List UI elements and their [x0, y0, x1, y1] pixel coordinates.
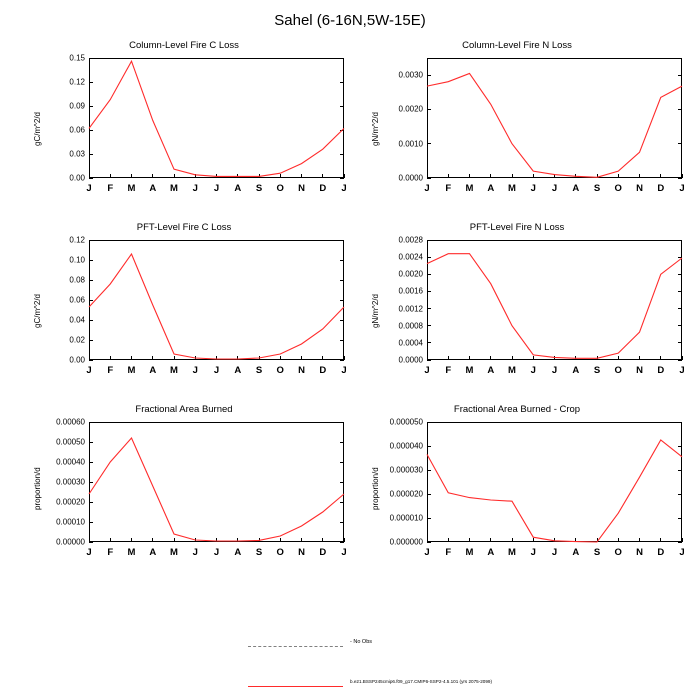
chart-title: Column-Level Fire C Loss: [129, 40, 239, 51]
y-axis-label: proportion/d: [33, 467, 42, 510]
chart-title: Fractional Area Burned: [135, 404, 233, 415]
x-axis-tick-label: J: [679, 365, 685, 376]
x-axis-tick-label: A: [487, 365, 495, 376]
x-axis-tick-label: J: [551, 547, 558, 558]
x-axis-tick-label: J: [341, 547, 347, 558]
y-axis-tick-label: 0.00000: [56, 537, 85, 547]
chart-panel-pft-level-fire-n-loss: [352, 222, 685, 392]
legend: [0, 638, 700, 696]
x-axis-tick-label: N: [298, 547, 305, 558]
x-axis-tick-label: F: [107, 183, 114, 194]
chart-title: Fractional Area Burned - Crop: [453, 404, 581, 415]
y-axis-label: gN/m^2/d: [371, 294, 380, 328]
y-axis-tick-label: 0.000030: [389, 465, 423, 475]
y-axis-tick-label: 0.000040: [389, 441, 423, 451]
y-axis-tick-label: 0.03: [69, 149, 85, 159]
x-axis-tick-label: F: [445, 183, 452, 194]
y-axis-tick-label: 0.06: [69, 125, 85, 135]
y-axis-tick-label: 0.00060: [56, 417, 85, 427]
y-axis-tick-label: 0.000010: [389, 513, 423, 523]
x-axis-tick-label: D: [657, 183, 665, 194]
x-axis-tick-label: J: [424, 183, 430, 194]
x-axis-tick-label: S: [255, 183, 263, 194]
x-axis-tick-label: M: [127, 365, 136, 376]
x-axis-tick-label: O: [276, 547, 284, 558]
x-axis-tick-label: N: [298, 183, 305, 194]
x-axis-tick-label: J: [551, 183, 558, 194]
y-axis-tick-label: 0.0012: [398, 304, 423, 314]
y-axis-tick-label: 0.0010: [398, 139, 423, 149]
x-axis-tick-label: J: [341, 183, 347, 194]
y-axis-tick-label: 0.08: [69, 275, 85, 285]
y-axis-tick-label: 0.15: [69, 53, 85, 63]
x-axis-tick-label: J: [424, 547, 430, 558]
x-axis-tick-label: D: [657, 365, 665, 376]
x-axis-tick-label: M: [170, 365, 178, 376]
x-axis-tick-label: D: [319, 547, 327, 558]
legend-entry-model: [0, 678, 700, 696]
x-axis-tick-label: J: [530, 183, 536, 194]
y-axis-tick-label: 0.0020: [398, 104, 423, 114]
x-axis-tick-label: A: [234, 365, 242, 376]
series-layer: [352, 40, 685, 210]
y-axis-label: gN/m^2/d: [371, 112, 380, 146]
x-axis-tick-label: J: [530, 547, 536, 558]
x-axis-tick-label: A: [149, 183, 157, 194]
y-axis-tick-label: 0.0024: [398, 252, 423, 262]
x-axis-tick-label: F: [445, 365, 452, 376]
x-axis-tick-label: J: [530, 365, 536, 376]
y-axis-tick-label: 0.0000: [398, 173, 423, 183]
chart-title: PFT-Level Fire N Loss: [469, 222, 565, 233]
x-axis-tick-label: A: [487, 547, 495, 558]
series-layer: [352, 404, 685, 574]
x-axis-tick-label: A: [234, 547, 242, 558]
x-axis-tick-label: O: [276, 183, 284, 194]
x-axis-tick-label: J: [192, 547, 198, 558]
chart-title: Column-Level Fire N Loss: [462, 40, 572, 51]
x-axis-tick-label: O: [614, 547, 622, 558]
chart-panel-column-level-fire-c-loss: [24, 40, 347, 210]
series-line: [89, 61, 344, 176]
series-layer: [24, 404, 347, 574]
y-axis-tick-label: 0.12: [69, 235, 85, 245]
x-axis-tick-label: J: [213, 547, 220, 558]
x-axis-tick-label: N: [636, 365, 643, 376]
x-axis-tick-label: A: [149, 547, 157, 558]
x-axis-tick-label: S: [255, 547, 263, 558]
chart-panel-fractional-area-burned: [24, 404, 347, 574]
x-axis-tick-label: J: [424, 365, 430, 376]
x-axis-tick-label: J: [341, 365, 347, 376]
y-axis-tick-label: 0.09: [69, 101, 85, 111]
y-axis-tick-label: 0.0028: [398, 235, 423, 245]
y-axis-label: proportion/d: [371, 467, 380, 510]
x-axis-tick-label: M: [127, 547, 136, 558]
x-axis-tick-label: D: [319, 365, 327, 376]
series-line: [89, 438, 344, 541]
x-axis-tick-label: S: [255, 365, 263, 376]
x-axis-tick-label: A: [572, 365, 580, 376]
x-axis-tick-label: O: [614, 183, 622, 194]
x-axis-tick-label: S: [593, 547, 601, 558]
legend-label: b.e21.BSSP245cmip6.f09_g17.CMIP6-SSP2-4.5.101 (yrs 2075-2099): [350, 679, 492, 684]
x-axis-tick-label: F: [107, 547, 114, 558]
y-axis-tick-label: 0.000020: [389, 489, 423, 499]
x-axis-tick-label: O: [614, 365, 622, 376]
series-layer: [24, 222, 347, 392]
x-axis-tick-label: J: [86, 547, 92, 558]
y-axis-tick-label: 0.00040: [56, 457, 85, 467]
legend-swatch-solid: [248, 686, 343, 687]
x-axis-tick-label: M: [508, 547, 516, 558]
x-axis-tick-label: M: [170, 183, 178, 194]
legend-label: - No Obs: [350, 639, 373, 645]
x-axis-tick-label: M: [508, 183, 516, 194]
x-axis-tick-label: M: [465, 183, 474, 194]
x-axis-tick-label: D: [657, 547, 665, 558]
y-axis-tick-label: 0.02: [69, 335, 85, 345]
x-axis-tick-label: M: [170, 547, 178, 558]
chart-title: PFT-Level Fire C Loss: [136, 222, 232, 233]
x-axis-tick-label: O: [276, 365, 284, 376]
x-axis-tick-label: M: [465, 365, 474, 376]
series-layer: [24, 40, 347, 210]
series-line: [427, 254, 682, 359]
x-axis-tick-label: J: [86, 183, 92, 194]
y-axis-tick-label: 0.06: [69, 295, 85, 305]
x-axis-tick-label: J: [192, 365, 198, 376]
y-axis-tick-label: 0.000050: [389, 417, 423, 427]
x-axis-tick-label: J: [213, 365, 220, 376]
x-axis-tick-label: A: [572, 183, 580, 194]
y-axis-tick-label: 0.12: [69, 77, 85, 87]
x-axis-tick-label: M: [465, 547, 474, 558]
y-axis-tick-label: 0.00010: [56, 517, 85, 527]
x-axis-tick-label: F: [107, 365, 114, 376]
y-axis-tick-label: 0.0000: [398, 355, 423, 365]
x-axis-tick-label: S: [593, 183, 601, 194]
legend-swatch-dashed: [248, 646, 343, 647]
y-axis-tick-label: 0.00: [69, 173, 85, 183]
y-axis-tick-label: 0.00: [69, 355, 85, 365]
series-line: [427, 73, 682, 177]
x-axis-tick-label: N: [636, 547, 643, 558]
y-axis-tick-label: 0.0008: [398, 321, 423, 331]
x-axis-tick-label: J: [213, 183, 220, 194]
y-axis-tick-label: 0.0030: [398, 70, 423, 80]
x-axis-tick-label: F: [445, 547, 452, 558]
x-axis-tick-label: J: [86, 365, 92, 376]
x-axis-tick-label: A: [149, 365, 157, 376]
y-axis-tick-label: 0.00030: [56, 477, 85, 487]
y-axis-tick-label: 0.00050: [56, 437, 85, 447]
series-line: [89, 254, 344, 359]
page-title: Sahel (6-16N,5W-15E): [274, 12, 426, 29]
x-axis-tick-label: S: [593, 365, 601, 376]
series-line: [427, 440, 682, 542]
y-axis-tick-label: 0.04: [69, 315, 85, 325]
y-axis-tick-label: 0.10: [69, 255, 85, 265]
chart-panel-fractional-area-burned-crop: [352, 404, 685, 574]
x-axis-tick-label: A: [572, 547, 580, 558]
x-axis-tick-label: D: [319, 183, 327, 194]
x-axis-tick-label: N: [298, 365, 305, 376]
x-axis-tick-label: J: [192, 183, 198, 194]
x-axis-tick-label: N: [636, 183, 643, 194]
x-axis-tick-label: M: [508, 365, 516, 376]
y-axis-tick-label: 0.0016: [398, 286, 423, 296]
y-axis-label: gC/m^2/d: [33, 294, 42, 328]
y-axis-tick-label: 0.000000: [389, 537, 423, 547]
x-axis-tick-label: J: [551, 365, 558, 376]
x-axis-tick-label: M: [127, 183, 136, 194]
series-layer: [352, 222, 685, 392]
x-axis-tick-label: A: [234, 183, 242, 194]
x-axis-tick-label: A: [487, 183, 495, 194]
y-axis-label: gC/m^2/d: [33, 112, 42, 146]
y-axis-tick-label: 0.0004: [398, 338, 423, 348]
y-axis-tick-label: 0.00020: [56, 497, 85, 507]
chart-panel-pft-level-fire-c-loss: [24, 222, 347, 392]
x-axis-tick-label: J: [679, 183, 685, 194]
legend-entry-no-obs: [0, 638, 700, 656]
y-axis-tick-label: 0.0020: [398, 269, 423, 279]
x-axis-tick-label: J: [679, 547, 685, 558]
chart-panel-column-level-fire-n-loss: [352, 40, 685, 210]
